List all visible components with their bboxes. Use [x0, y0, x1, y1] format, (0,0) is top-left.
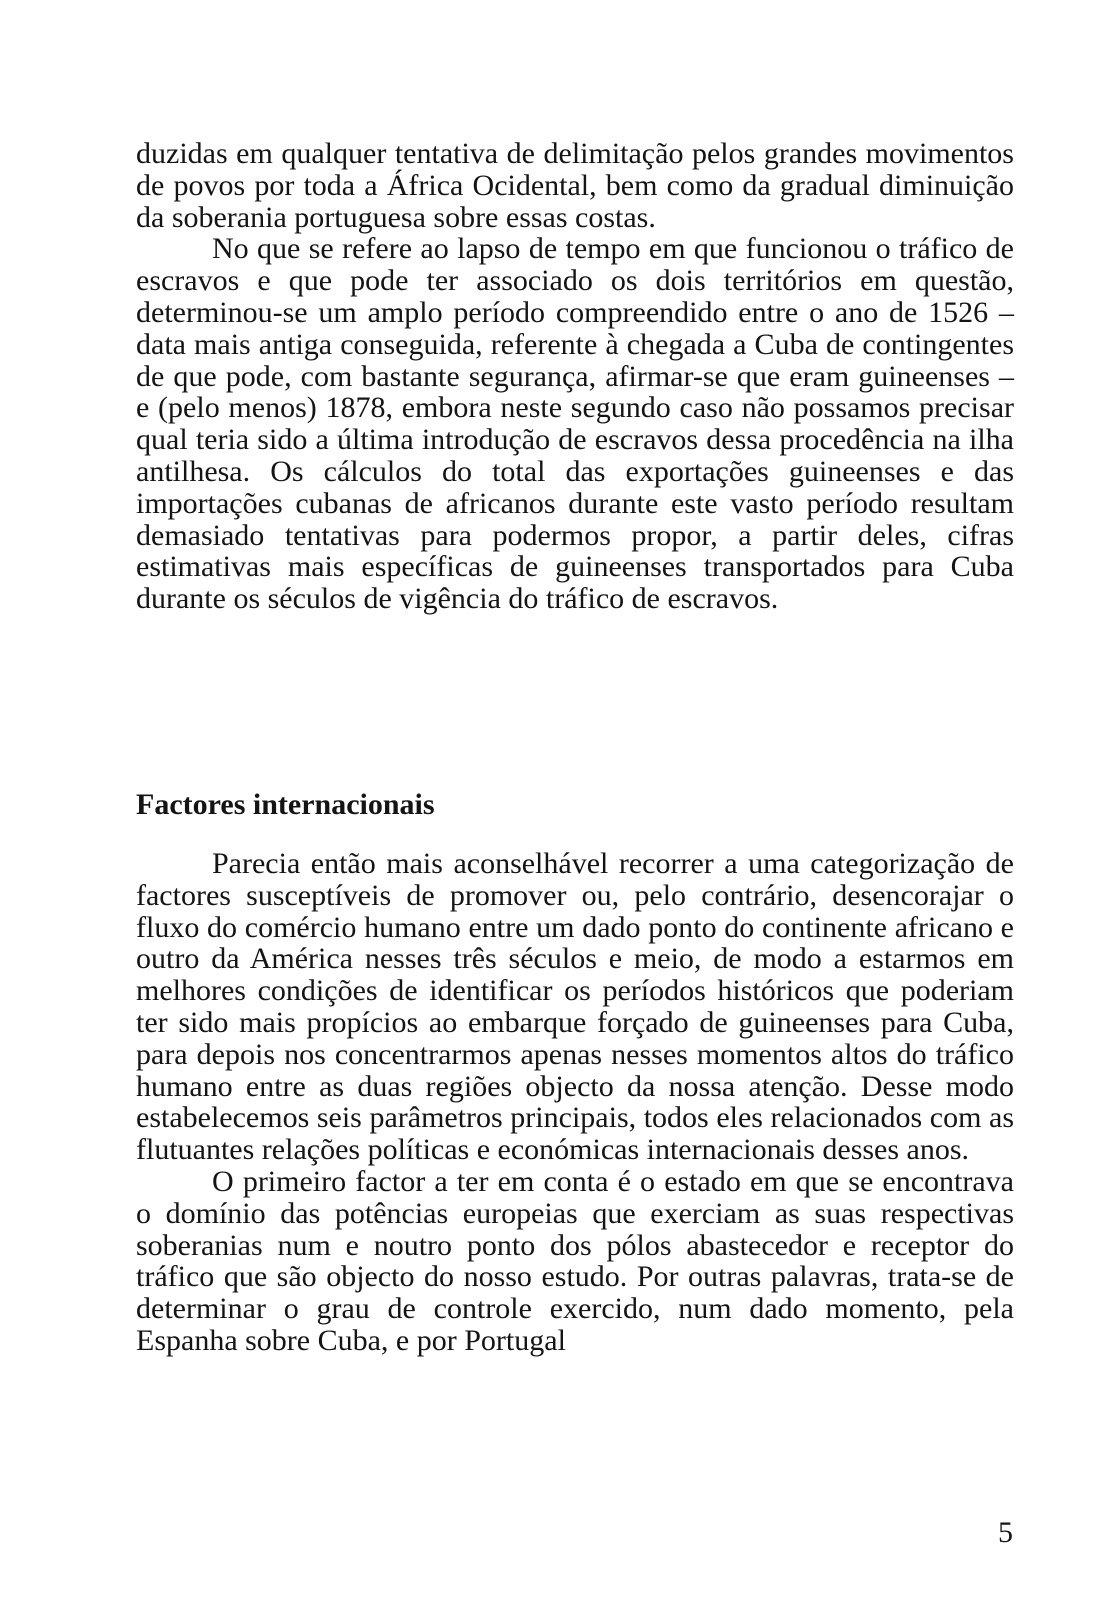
paragraph-time-period: No que se refere ao lapso de tempo em que funcionou o tráfico de escravos e que pode ter associado os dois territórios em questão, determinou-se um amplo período compreendido entre o ano de 1526 – data mais antiga conseguida, referente à chegada a Cuba de contingentes de que pode, com bastante segurança, afirmar-se que eram guineenses – e (pelo menos) 1878, embora neste segundo caso não possamos precisar qual teria sido a última introdução de escravos dessa procedência na ilha antilhesa. Os cálculos do total das exportações guineenses e das importações cubanas de africanos durante este vasto período resultam demasiado tentativas para podermos propor, a partir deles, cifras estimativas mais específicas de guineenses transportados para Cuba durante os séculos de vigência do tráfico de escravos.	[136, 232, 1014, 616]
paragraph-first-factor: O primeiro factor a ter em conta é o estado em que se encontrava o domínio das potências europeias que exerciam as suas respectivas soberanias num e noutro ponto dos pólos abastecedor e receptor do tráfico que são objecto do nosso estudo. Por outras palavras, trata-se de determinar o grau de controle exercido, num dado momento, pela Espanha sobre Cuba, e por Portugal	[136, 1164, 1014, 1357]
body-text-top	[136, 138, 1014, 615]
section-heading: Factores internacionais	[136, 788, 435, 821]
paragraph-categorization: Parecia então mais aconselhável recorrer a uma categorização de factores susceptíveis de promover ou, pelo contrário, desencorajar o fluxo do comércio humano entre um dado ponto do continente africano e outro da América nesses três séculos e meio, de modo a estarmos em melhores condições de identificar os períodos históricos que poderiam ter sido mais propícios ao embarque forçado de guineenses para Cuba, para depois nos concentrarmos apenas nesses momentos altos do tráfico humano entre as duas regiões objecto da nossa atenção. Desse modo estabelecemos seis parâmetros principais, todos eles relacionados com as flutuantes relações políticas e económicas internacionais desses anos.	[136, 847, 1014, 1167]
body-text-section	[136, 848, 1014, 1357]
paragraph-continuation: duzidas em qualquer tentativa de delimitação pelos grandes movimentos de povos por toda a África Ocidental, bem como da gradual diminuição da soberania portuguesa sobre essas costas.	[136, 137, 1014, 234]
page-number: 5	[998, 1516, 1013, 1549]
